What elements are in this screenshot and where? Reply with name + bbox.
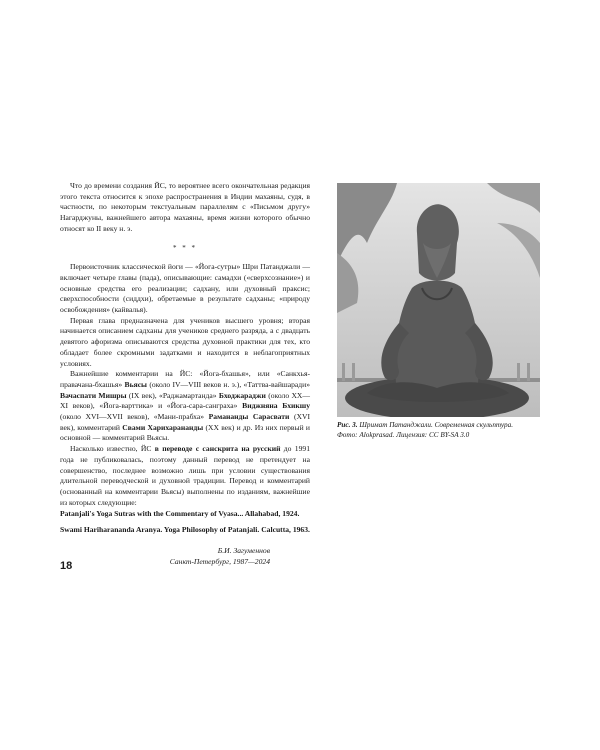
paragraph-translation: Насколько известно, ЙС в переводе с санскрита на русский до 1991 года не публиковалась, поэтому данный перевод не претендует на совершенство, последнее возможно лишь при условии существования длительной переводческой и духовной традиции. Перевод и комментарий (основанный на комментарии Вьясы) выполнены по изданиям, важнейшие из которых следующие:: [60, 444, 310, 507]
caption-credit: Фото: Alokprasad. Лицензия: CC BY-SA 3.0: [337, 430, 470, 439]
figure-caption: [337, 421, 542, 440]
reference-item: Swami Hariharananda Aranya. Yoga Philosophy of Patanjali. Calcutta, 1963.: [60, 525, 310, 535]
statue-photo: [337, 183, 540, 417]
caption-label: Рис. 3.: [337, 421, 358, 429]
paragraph-source: Первоисточник классической йоги — «Йога-сутры» Шри Патанджали — включает четыре главы (пада), описывающие: самадхи («сверхсознание») и основные средства его реализации; садхану, или духовный праксис; сверхспособности (сиддхи), обретаемые в результате садханы; «природу освобождения» (кайвалья).: [60, 262, 310, 315]
section-separator: * * *: [173, 243, 197, 252]
paragraph-chapters: Первая глава предназначена для учеников высшего уровня; вторая начинается описанием садханы для учеников среднего разряда, а с двадцать девятого афоризма описываются средства духовной практики для тех, кто обладает более скромными задатками и находится в неблагоприятных условиях.: [60, 315, 310, 368]
statue-image: [337, 183, 540, 417]
reference-list: [60, 509, 310, 535]
page-number: 18: [60, 560, 73, 572]
signature-place-date: Санкт-Петербург, 1987—2024: [169, 556, 270, 566]
paragraph-commentaries: Важнейшие комментарии на ЙС: «Йога-бхашья», или «Санкхья-правачана-бхашья» Вьясы (около IV—VIII веков н. э.), «Таттва-вайшаради» Вачаспати Мишры (IX век), «Раджамартанда» Бходжараджи (около XX—XI веков), «Йога-варттика» и «Йога-сара-санграха» Виджняна Бхикшу (около XVI—XVII веков), «Мани-прабха» Рамананды Сарасвати (XVI век), комментарий Свами Харихарананды (XX век) и др. Из них первый и основной — комментарий Вьясы.: [60, 369, 311, 443]
main-text-column: [60, 181, 310, 567]
signature-block: [60, 546, 310, 567]
reference-item: Patanjali's Yoga Sutras with the Commentary of Vyasa... Allahabad, 1924.: [60, 509, 300, 519]
signature-author: Б.И. Загуменнов: [217, 545, 270, 555]
paragraph-dating: Что до времени создания ЙС, то вероятнее всего окончательная редакция этого текста относится к эпохе распространения в Индии махаяны, судя, в частности, по некоторым текстуальным параллелям с «Письмом другу» Нагарджуны, важнейшего автора махаяны, время жизни которого обычно относят ко II веку н. э.: [60, 181, 310, 233]
caption-text: Шримат Патанджали. Современная скульптура.: [359, 421, 514, 429]
